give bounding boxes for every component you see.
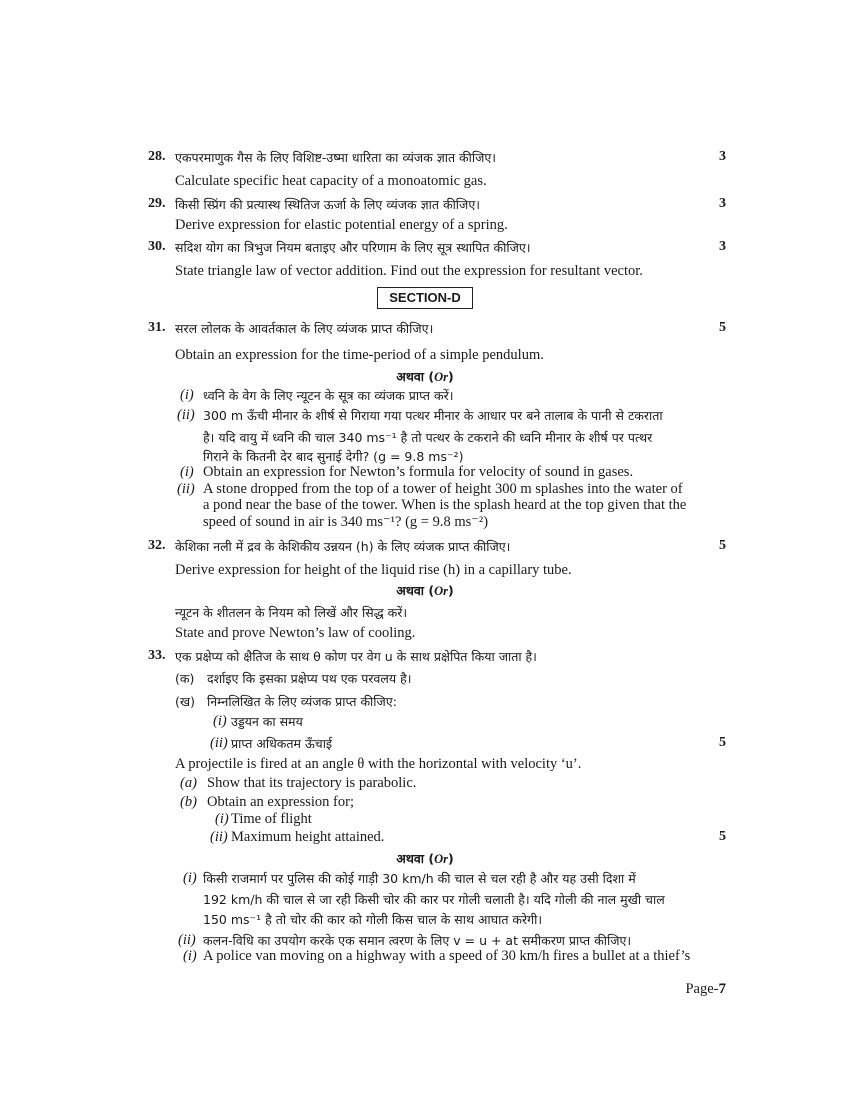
q30-number: 30. [148, 239, 166, 254]
q32-hindi: केशिका नली में द्रव के केशिकीय उन्नयन (h) के लिए व्यंजक प्राप्त कीजिए। [175, 539, 511, 554]
q33-hindi-b: निम्नलिखित के लिए व्यंजक प्राप्त कीजिए: [207, 694, 397, 709]
q33-alt-hi-i-label: (i) [183, 870, 197, 886]
q33-or-hindi: अथवा [396, 851, 425, 866]
q31-alt-hindi-ii-line2: है। यदि वायु में ध्वनि की चाल 340 ms⁻¹ है तो पत्थर के टकराने की ध्वनि मीनार के शीर्ष पर पत्थर [203, 430, 653, 445]
q32-or-english: Or [434, 584, 448, 598]
q31-alt-hindi-ii-line3: गिराने के कितनी देर बाद सुनाई देगी? (g = 9.8 ms⁻²) [203, 449, 464, 464]
q31-alt-english-ii-line2: a pond near the base of the tower. When is the splash heard at the top given that the [203, 497, 687, 513]
q33-hindi-b-label: (ख) [175, 694, 195, 709]
q31-en-label-ii: (ii) [177, 481, 195, 497]
q33-alt-en-i-label: (i) [183, 948, 197, 964]
q33-or-divider: अथवा (Or) [396, 851, 454, 866]
q33-english-b-ii-label: (ii) [210, 829, 228, 845]
q29-number: 29. [148, 196, 166, 211]
q30-marks: 3 [719, 239, 726, 254]
q33-or-english: Or [434, 852, 448, 866]
q33-hindi: एक प्रक्षेप्य को क्षैतिज के साथ θ कोण पर वेग u के साथ प्रक्षेपित किया जाता है। [175, 649, 537, 664]
q31-hi-label-i: (i) [180, 387, 194, 403]
q33-hindi-b-ii-label: (ii) [210, 735, 228, 751]
q33-number: 33. [148, 648, 166, 663]
q33-alt-hindi-i-line3: 150 ms⁻¹ है तो चोर की कार को गोली किस चाल के साथ आघात करेगी। [203, 912, 543, 927]
page-number-value: 7 [718, 981, 726, 997]
q30-hindi: सदिश योग का त्रिभुज नियम बताइए और परिणाम के लिए सूत्र स्थापित कीजिए। [175, 240, 531, 255]
q31-alt-hindi-ii-line1: 300 m ऊँची मीनार के शीर्ष से गिराया गया पत्थर मीनार के आधार पर बने तालाब के पानी से टकराता [203, 408, 663, 423]
q31-or-divider: अथवा (Or) [396, 369, 454, 384]
q33-alt-english-i: A police van moving on a highway with a speed of 30 km/h fires a bullet at a thief’s [203, 948, 691, 964]
q32-or-divider: अथवा (Or) [396, 583, 454, 598]
q31-hindi: सरल लोलक के आवर्तकाल के लिए व्यंजक प्राप्त कीजिए। [175, 321, 434, 336]
q33-alt-hindi-i-line1: किसी राजमार्ग पर पुलिस की कोई गाड़ी 30 km/h की चाल से चल रही है और यह उसी दिशा में [203, 871, 636, 886]
q31-en-label-i: (i) [180, 464, 194, 480]
q31-alt-english-ii-line1: A stone dropped from the top of a tower of height 300 m splashes into the water of [203, 481, 683, 497]
q32-alt-english: State and prove Newton’s law of cooling. [175, 625, 416, 641]
q33-hindi-b-ii: प्राप्त अधिकतम ऊँचाई [231, 736, 333, 751]
q31-english: Obtain an expression for the time-period of a simple pendulum. [175, 347, 544, 363]
q28-english: Calculate specific heat capacity of a monoatomic gas. [175, 173, 487, 189]
q30-english: State triangle law of vector addition. Find out the expression for resultant vector. [175, 263, 643, 279]
q31-or-english: Or [434, 370, 448, 384]
q33-alt-hindi-i-line2: 192 km/h की चाल से जा रही किसी चोर की कार पर गोली चलाती है। यदि गोली की नाल मुखी चाल [203, 892, 665, 907]
q28-marks: 3 [719, 149, 726, 164]
q33-english-b-i-label: (i) [215, 811, 229, 827]
q31-number: 31. [148, 320, 166, 335]
q33-english: A projectile is fired at an angle θ with the horizontal with velocity ‘u’. [175, 756, 582, 772]
page-number [685, 981, 726, 998]
q33-marks-second: 5 [719, 829, 726, 844]
q29-english: Derive expression for elastic potential energy of a spring. [175, 217, 508, 233]
q33-english-b-ii: Maximum height attained. [231, 829, 385, 845]
q32-english: Derive expression for height of the liquid rise (h) in a capillary tube. [175, 562, 572, 578]
q33-hindi-b-i: उड्डयन का समय [231, 714, 303, 729]
q28-number: 28. [148, 149, 166, 164]
page-label: Page- [685, 981, 719, 997]
q33-hindi-a-label: (क) [175, 671, 195, 686]
q31-hi-label-ii: (ii) [177, 407, 195, 423]
q31-alt-hindi-i: ध्वनि के वेग के लिए न्यूटन के सूत्र का व्यंजक प्राप्त करें। [203, 388, 454, 403]
q33-english-b-i: Time of flight [231, 811, 312, 827]
q33-marks-first: 5 [719, 735, 726, 750]
q33-english-b-label: (b) [180, 794, 197, 810]
q31-marks: 5 [719, 320, 726, 335]
q33-alt-hi-ii-label: (ii) [178, 932, 196, 948]
q33-alt-hindi-ii: कलन-विधि का उपयोग करके एक समान त्वरण के लिए v = u + at समीकरण प्राप्त कीजिए। [203, 933, 632, 948]
q33-hindi-a: दर्शाइए कि इसका प्रक्षेप्य पथ एक परवलय है। [207, 671, 412, 686]
q32-marks: 5 [719, 538, 726, 553]
q29-marks: 3 [719, 196, 726, 211]
q33-english-a: Show that its trajectory is parabolic. [207, 775, 417, 791]
q29-hindi: किसी स्प्रिंग की प्रत्यास्थ स्थितिज ऊर्जा के लिए व्यंजक ज्ञात कीजिए। [175, 197, 480, 212]
q31-alt-english-i: Obtain an expression for Newton’s formula for velocity of sound in gases. [203, 464, 634, 480]
q28-hindi: एकपरमाणुक गैस के लिए विशिष्ट-उष्मा धारिता का व्यंजक ज्ञात कीजिए। [175, 150, 497, 165]
q32-alt-hindi: न्यूटन के शीतलन के नियम को लिखें और सिद्ध करें। [175, 605, 408, 620]
q31-or-hindi: अथवा [396, 369, 425, 384]
section-heading: SECTION-D [377, 287, 473, 309]
q33-hindi-b-i-label: (i) [213, 713, 227, 729]
q32-or-hindi: अथवा [396, 583, 425, 598]
q31-alt-english-ii-line3: speed of sound in air is 340 ms⁻¹? (g = 9.8 ms⁻²) [203, 514, 489, 530]
q33-english-b: Obtain an expression for; [207, 794, 354, 810]
q32-number: 32. [148, 538, 166, 553]
q33-english-a-label: (a) [180, 775, 197, 791]
